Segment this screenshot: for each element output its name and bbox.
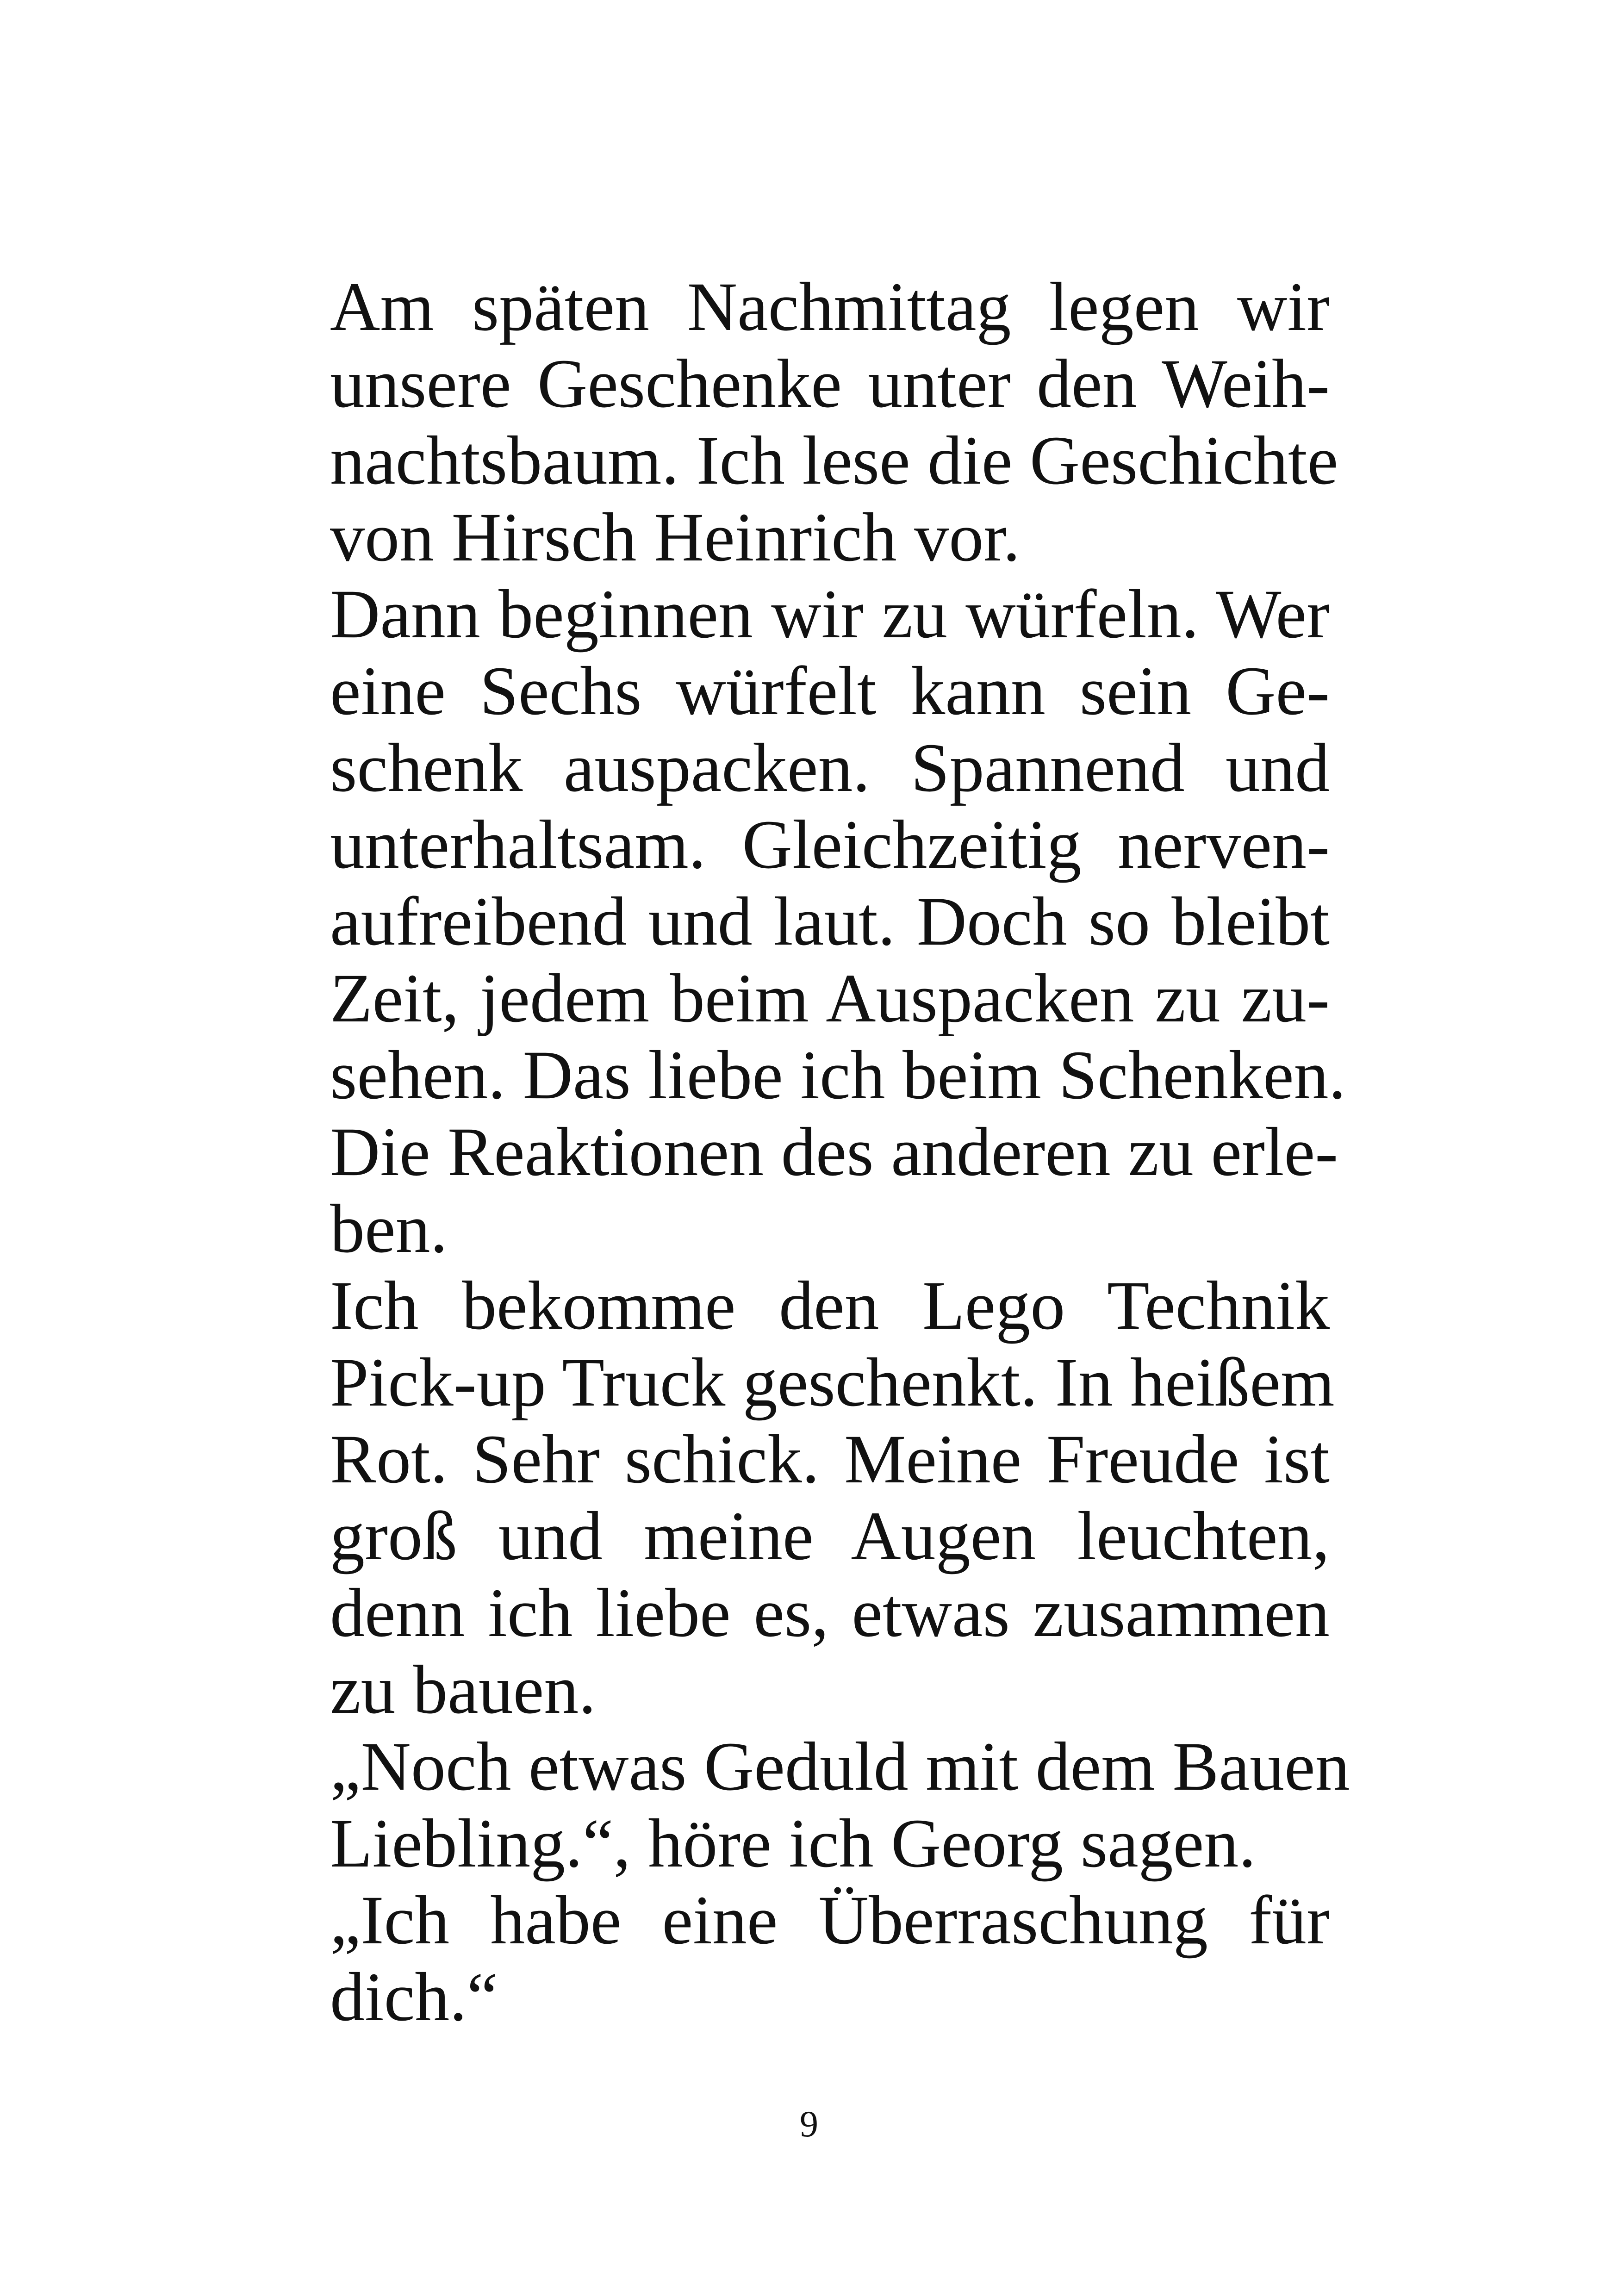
page-number: 9: [800, 2104, 818, 2145]
text-line: von Hirsch Heinrich vor.: [330, 499, 1021, 576]
text-line: ben.: [330, 1190, 448, 1267]
text-line: Am späten Nachmittag legen wir: [330, 268, 1330, 345]
text-line: nachtsbaum. Ich lese die Geschichte: [330, 422, 1338, 499]
text-line: unterhaltsam. Gleichzeitig nerven-: [330, 806, 1330, 883]
text-line: „Noch etwas Geduld mit dem Bauen: [330, 1728, 1350, 1805]
text-line: schenk auspacken. Spannend und: [330, 729, 1330, 806]
text-line: „Ich habe eine Überraschung für: [330, 1882, 1330, 1959]
body-text: [330, 268, 1350, 2035]
text-line: Zeit, jedem beim Auspacken zu zu-: [330, 960, 1330, 1037]
text-line: Die Reaktionen des anderen zu erle-: [330, 1114, 1338, 1190]
text-line: Rot. Sehr schick. Meine Freude ist: [330, 1421, 1330, 1498]
text-line: groß und meine Augen leuchten,: [330, 1498, 1330, 1574]
text-line: Liebling.“, höre ich Georg sagen.: [330, 1805, 1256, 1882]
text-line: Dann beginnen wir zu würfeln. Wer: [330, 576, 1330, 653]
text-line: zu bauen.: [330, 1651, 596, 1728]
text-line: aufreibend und laut. Doch so bleibt: [330, 883, 1330, 960]
text-line: dich.“: [330, 1959, 498, 2035]
text-line: sehen. Das liebe ich beim Schenken.: [330, 1037, 1346, 1114]
text-line: denn ich liebe es, etwas zusammen: [330, 1574, 1330, 1651]
text-line: Pick-up Truck geschenkt. In heißem: [330, 1344, 1335, 1421]
text-line: Ich bekomme den Lego Technik: [330, 1267, 1330, 1344]
text-line: eine Sechs würfelt kann sein Ge-: [330, 653, 1330, 729]
text-line: unsere Geschenke unter den Weih-: [330, 345, 1330, 422]
